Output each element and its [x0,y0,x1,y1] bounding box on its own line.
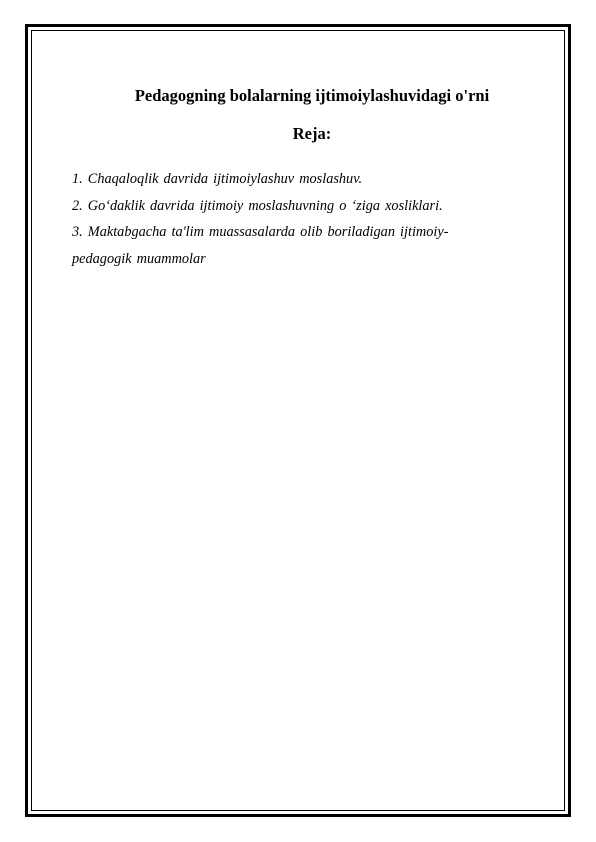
page-border-inner [31,30,565,811]
plan-item-3-continued: pedagogik muammolar [72,250,206,267]
plan-item-1: 1. Chaqaloqlik davrida ijtimoiylashuv moslashuv. [72,171,363,187]
plan-list [72,166,532,272]
plan-item-3: 3. Maktabgacha ta'lim muassasalarda olib boriladigan ijtimoiy- [72,224,449,240]
plan-heading: Reja: [292,124,332,143]
document-title: Pedagogning bolalarning ijtimoiylashuvidagi o'rni [134,86,490,105]
plan-item-2: 2. Go‘daklik davrida ijtimoiy moslashuvning o ‘ziga xosliklari. [72,197,443,214]
